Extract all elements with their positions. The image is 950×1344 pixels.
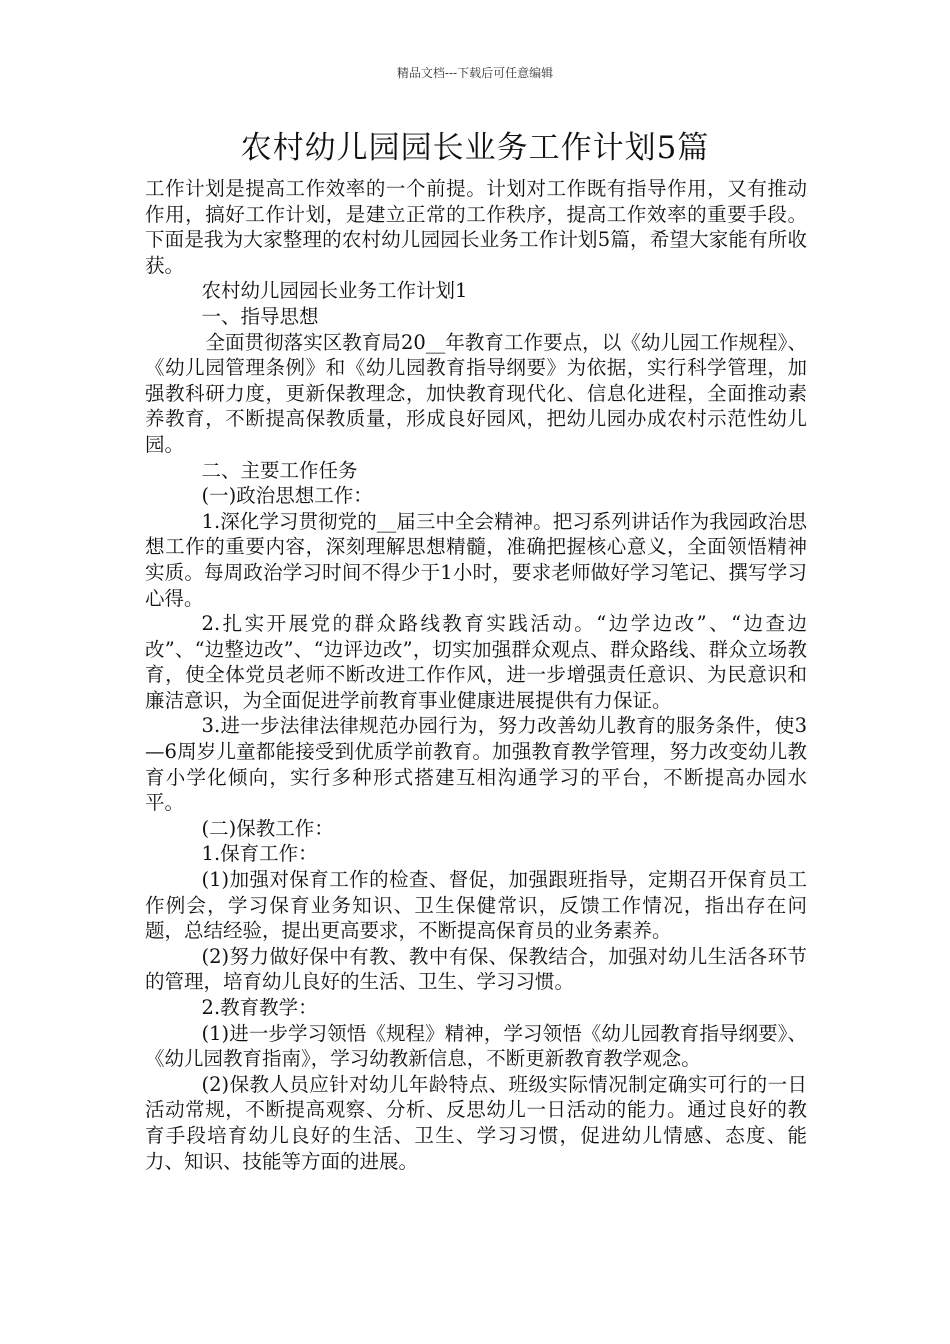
body-paragraph: 3.进一步法律法律规范办园行为，努力改善幼儿教育的服务条件，使3—6周岁儿童都能接受到优质学前教育。加强教育教学管理，努力改变幼儿教育小学化倾向，实行多种形式搭建互相沟通学习的平台，不断提高办园水平。 xyxy=(145,714,807,815)
body-paragraph: (1)加强对保育工作的检查、督促，加强跟班指导，定期召开保育员工作例会，学习保育业务知识、卫生保健常识，反馈工作情况，指出存在问题，总结经验，提出更高要求，不断提高保育员的业务素养。 xyxy=(145,868,807,943)
body-paragraph: 1.深化学习贯彻党的__届三中全会精神。把习系列讲话作为我园政治思想工作的重要内容，深刻理解思想精髓，准确把握核心意义，全面领悟精神实质。每周政治学习时间不得少于1小时，要求老师做好学习笔记、撰写学习心得。 xyxy=(145,509,807,610)
header-note: 精品文档---下载后可任意编辑 xyxy=(396,66,554,80)
section-heading: 二、主要工作任务 xyxy=(201,458,358,482)
subsection-heading: (一)政治思想工作： xyxy=(201,484,373,508)
item-heading: 2.教育教学： xyxy=(201,996,318,1019)
body-paragraph: (2)保教人员应针对幼儿年龄特点、班级实际情况制定确实可行的一日活动常规，不断提高观察、分析、反思幼儿一日活动的能力。通过良好的教育手段培育幼儿良好的生活、卫生、学习习惯，促进幼儿情感、态度、能力、知识、技能等方面的进展。 xyxy=(145,1072,807,1173)
section-heading: 一、指导思想 xyxy=(201,304,319,328)
body-paragraph: 全面贯彻落实区教育局20__年教育工作要点，以《幼儿园工作规程》、《幼儿园管理条例》和《幼儿园教育指导纲要》为依据，实行科学管理，加强教科研力度，更新保教理念，加快教育现代化、信息化进程，全面推动素养教育，不断提高保教质量，形成良好园风，把幼儿园办成农村示范性幼儿园。 xyxy=(145,330,807,456)
body-paragraph: (1)进一步学习领悟《规程》精神，学习领悟《幼儿园教育指导纲要》、《幼儿园教育指南》，学习幼教新信息，不断更新教育教学观念。 xyxy=(145,1021,807,1071)
document-body xyxy=(145,176,807,1174)
body-paragraph: (2)努力做好保中有教、教中有保、保教结合，加强对幼儿生活各环节的管理，培育幼儿良好的生活、卫生、学习习惯。 xyxy=(145,944,807,994)
intro-paragraph: 工作计划是提高工作效率的一个前提。计划对工作既有指导作用，又有推动作用，搞好工作计划，是建立正常的工作秩序，提高工作效率的重要手段。下面是我为大家整理的农村幼儿园园长业务工作计划5篇，希望大家能有所收获。 xyxy=(145,177,807,277)
item-heading: 1.保育工作： xyxy=(201,842,318,866)
document-title: 农村幼儿园园长业务工作计划5篇 xyxy=(240,130,710,166)
plan-heading: 农村幼儿园园长业务工作计划1 xyxy=(201,279,468,303)
subsection-heading: (二)保教工作： xyxy=(201,816,334,840)
body-paragraph: 2.扎实开展党的群众路线教育实践活动。“边学边改”、“边查边改”、“边整边改”、“边评边改”，切实加强群众观点、群众路线、群众立场教育，使全体党员老师不断改进工作作风，进一步增强责任意识、为民意识和廉洁意识，为全面促进学前教育事业健康进展提供有力保证。 xyxy=(145,612,807,712)
